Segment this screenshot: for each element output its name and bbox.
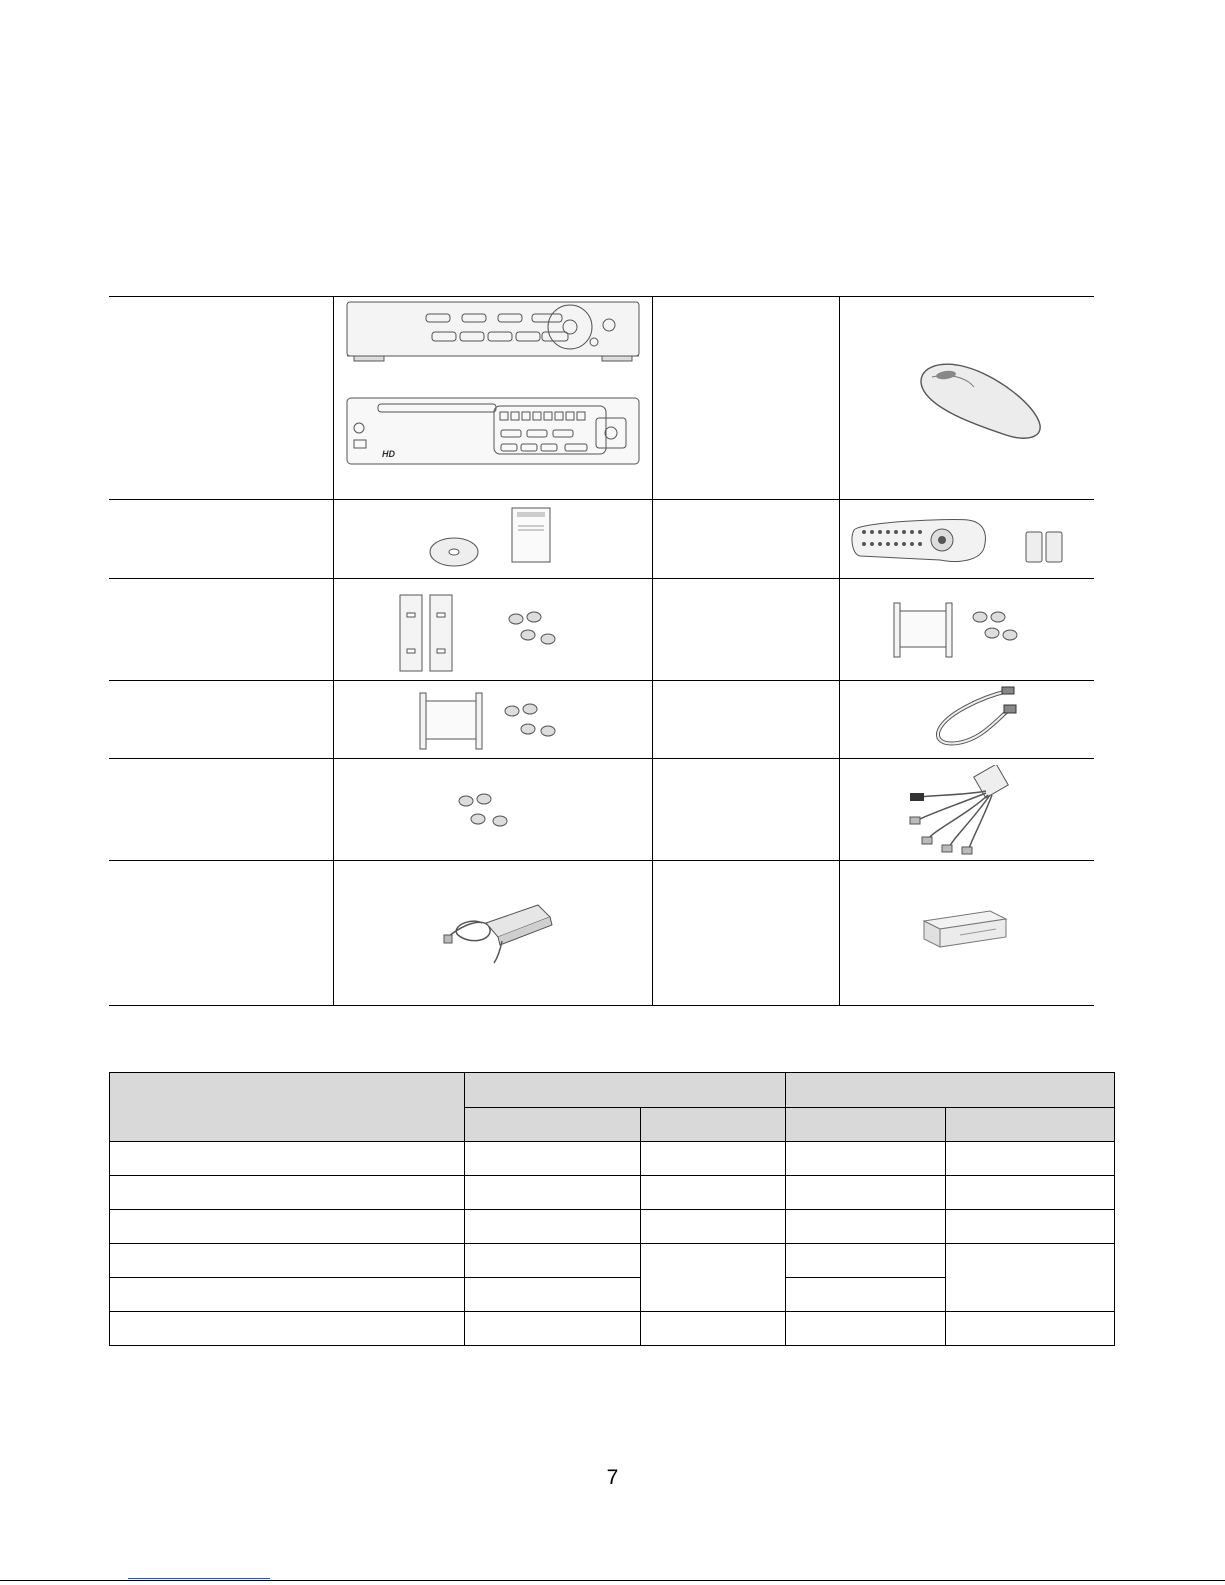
item-image-cell bbox=[839, 500, 1094, 578]
table-row bbox=[110, 1210, 1115, 1244]
table-row bbox=[110, 1142, 1115, 1176]
table-row bbox=[110, 1244, 1115, 1278]
dvr-front-panel-icon bbox=[344, 300, 642, 468]
accessory-row bbox=[109, 297, 1094, 499]
table-cell bbox=[946, 1176, 1115, 1210]
item-label-cell bbox=[652, 861, 839, 1005]
table-cell bbox=[786, 1176, 946, 1210]
table-cell bbox=[465, 1244, 641, 1278]
sata-cable-icon bbox=[932, 685, 1022, 755]
item-label-cell bbox=[109, 297, 333, 499]
rack-brackets-and-screws-icon bbox=[394, 593, 584, 673]
accessory-row bbox=[109, 499, 1094, 578]
table-header-cell bbox=[786, 1108, 946, 1142]
accessory-row bbox=[109, 680, 1094, 758]
table-header-cell bbox=[465, 1108, 641, 1142]
table-header-row bbox=[110, 1073, 1115, 1108]
table-header-cell bbox=[640, 1108, 785, 1142]
footer-link-underline[interactable] bbox=[128, 1578, 270, 1579]
item-label-cell bbox=[652, 579, 839, 680]
item-label-cell bbox=[652, 297, 839, 499]
item-label-cell bbox=[109, 681, 333, 758]
page-number: 7 bbox=[606, 1466, 619, 1489]
mouse-icon bbox=[914, 361, 1048, 441]
item-label-cell bbox=[652, 681, 839, 758]
table-row bbox=[110, 1176, 1115, 1210]
table-cell bbox=[110, 1312, 465, 1346]
item-label-cell bbox=[652, 759, 839, 860]
item-image-cell bbox=[333, 297, 652, 499]
svg-text:HD: HD bbox=[382, 449, 395, 459]
table-cell bbox=[946, 1244, 1115, 1312]
cd-and-manual-icon bbox=[428, 504, 568, 572]
item-image-cell bbox=[333, 500, 652, 578]
table-cell bbox=[640, 1176, 785, 1210]
table-header-cell bbox=[946, 1108, 1115, 1142]
hdd-bracket-and-screws-icon bbox=[418, 689, 578, 751]
item-image-cell bbox=[333, 759, 652, 860]
table-cell bbox=[465, 1312, 641, 1346]
item-label-cell bbox=[652, 500, 839, 578]
table-cell bbox=[946, 1142, 1115, 1176]
table-cell bbox=[110, 1176, 465, 1210]
item-image-cell bbox=[839, 579, 1094, 680]
hdd-bracket-and-screws-icon bbox=[892, 599, 1042, 659]
table-cell bbox=[786, 1244, 946, 1278]
accessories-table bbox=[109, 296, 1094, 1006]
table-cell bbox=[786, 1142, 946, 1176]
table-cell bbox=[465, 1142, 641, 1176]
remote-and-batteries-icon bbox=[850, 516, 1082, 566]
item-image-cell bbox=[839, 759, 1094, 860]
table-cell bbox=[465, 1278, 641, 1312]
table-cell bbox=[786, 1210, 946, 1244]
dvd-drive-icon bbox=[920, 907, 1008, 951]
item-image-cell bbox=[333, 861, 652, 1005]
item-image-cell bbox=[333, 579, 652, 680]
table-header-cell bbox=[465, 1073, 786, 1108]
table-row bbox=[110, 1312, 1115, 1346]
item-image-cell bbox=[839, 681, 1094, 758]
table-cell bbox=[110, 1278, 465, 1312]
item-label-cell bbox=[109, 861, 333, 1005]
footer-rule bbox=[0, 1580, 1225, 1581]
table-cell bbox=[465, 1210, 641, 1244]
table-cell bbox=[640, 1142, 785, 1176]
table-cell bbox=[110, 1210, 465, 1244]
item-label-cell bbox=[109, 759, 333, 860]
item-image-cell bbox=[333, 681, 652, 758]
item-label-cell bbox=[109, 500, 333, 578]
accessory-row bbox=[109, 860, 1094, 1005]
table-cell bbox=[110, 1142, 465, 1176]
table-cell bbox=[946, 1312, 1115, 1346]
table-cell bbox=[640, 1312, 785, 1346]
table-cell bbox=[640, 1210, 785, 1244]
table-header-cell bbox=[110, 1073, 465, 1142]
accessory-row bbox=[109, 578, 1094, 680]
table-header-cell bbox=[786, 1073, 1115, 1108]
table-cell bbox=[640, 1244, 785, 1312]
accessory-row bbox=[109, 758, 1094, 860]
breakout-cable-icon bbox=[906, 765, 1026, 857]
table-cell bbox=[786, 1278, 946, 1312]
table-cell bbox=[946, 1210, 1115, 1244]
spec-table bbox=[109, 1072, 1115, 1346]
table-cell bbox=[786, 1312, 946, 1346]
item-label-cell bbox=[109, 579, 333, 680]
item-image-cell bbox=[839, 297, 1094, 499]
table-cell bbox=[465, 1176, 641, 1210]
power-adapter-icon bbox=[440, 895, 560, 965]
table-cell bbox=[110, 1244, 465, 1278]
item-image-cell bbox=[839, 861, 1094, 1005]
screws-icon bbox=[454, 789, 534, 835]
